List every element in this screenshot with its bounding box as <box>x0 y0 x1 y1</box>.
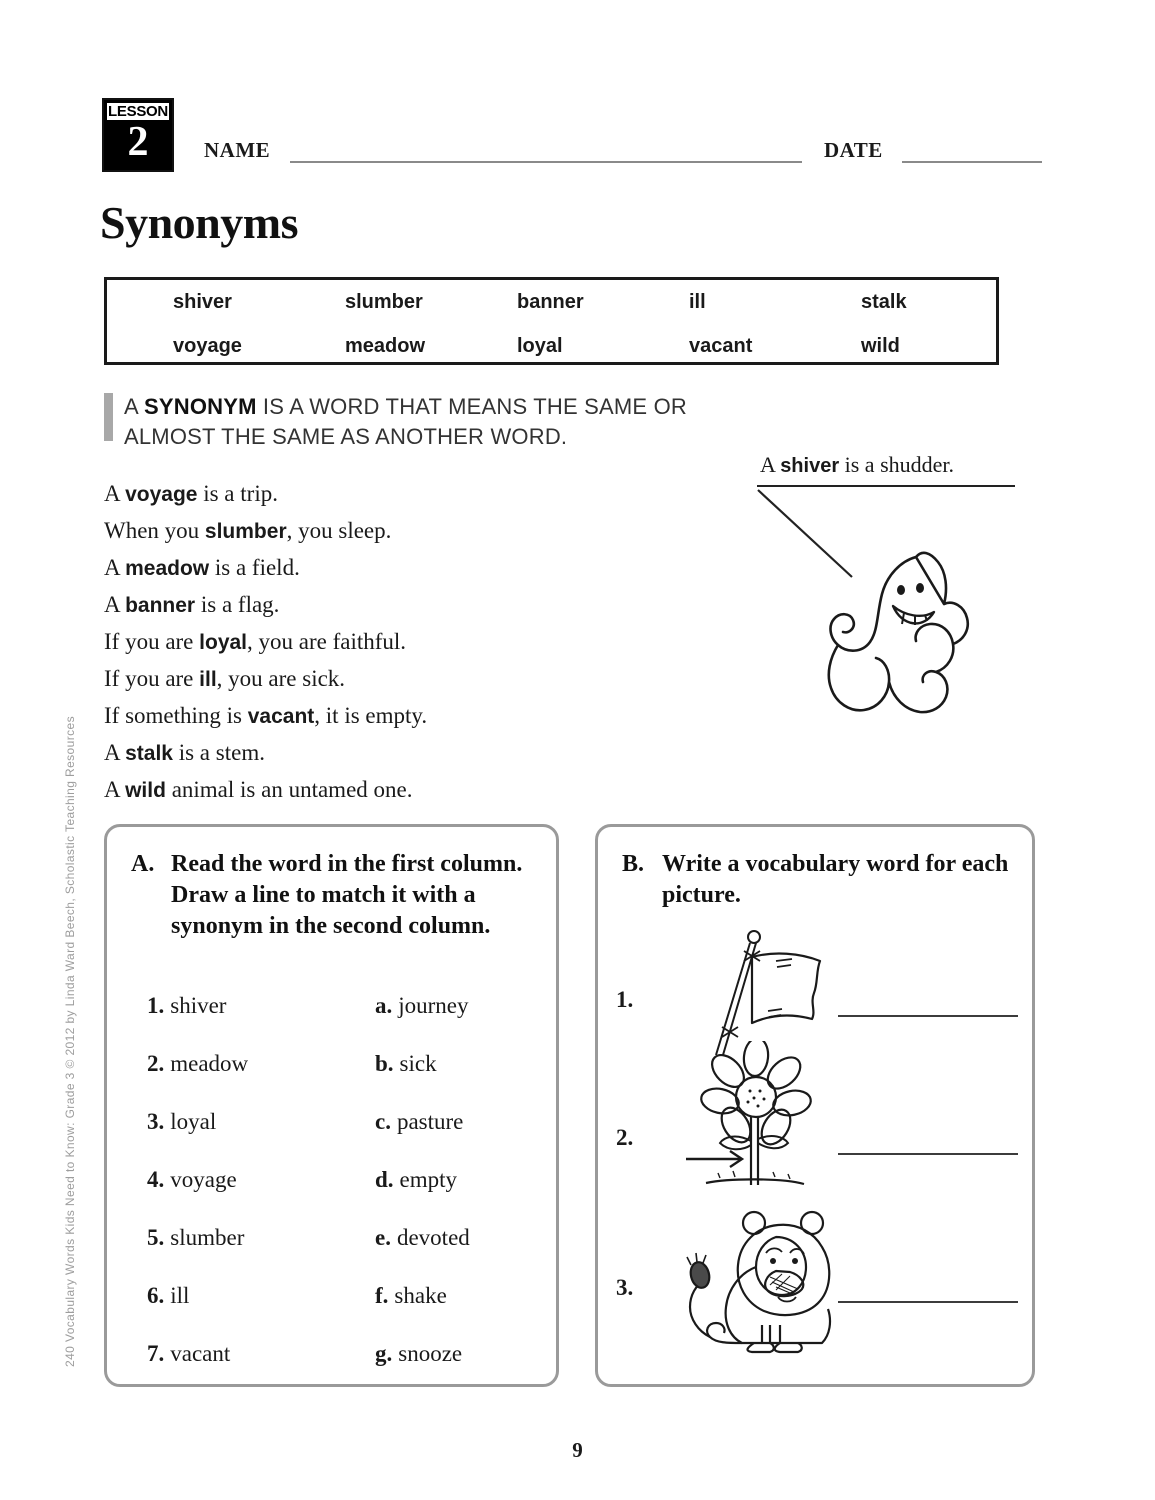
vocabulary-sentence <box>104 661 664 698</box>
item-word: vacant <box>170 1341 231 1366</box>
name-label: NAME <box>204 138 271 162</box>
sentence-suffix: , you are sick. <box>216 666 346 691</box>
sentence-keyword: ill <box>199 668 217 691</box>
item-word: voyage <box>170 1167 237 1192</box>
item-word: slumber <box>170 1225 245 1250</box>
definition-accent-bar <box>104 393 113 441</box>
matching-left-item[interactable] <box>147 1341 375 1367</box>
item-synonym: shake <box>394 1283 447 1308</box>
picture-item-number: 1. <box>616 987 634 1012</box>
matching-left-item[interactable] <box>147 1167 375 1193</box>
item-letter: c. <box>375 1109 391 1134</box>
lesson-number: 2 <box>127 119 149 165</box>
definition-line2: ALMOST THE SAME AS ANOTHER WORD. <box>124 424 568 449</box>
sentence-prefix: If you are <box>104 629 200 654</box>
item-letter: e. <box>375 1225 391 1250</box>
sentence-keyword: slumber <box>204 520 287 543</box>
date-label: DATE <box>824 138 883 162</box>
matching-right-item[interactable] <box>375 1283 447 1309</box>
ghost-illustration-block <box>752 452 1027 742</box>
matching-row[interactable] <box>147 1341 537 1399</box>
matching-left-item[interactable] <box>147 1225 375 1251</box>
sentence-prefix: A <box>104 555 126 580</box>
item-synonym: pasture <box>396 1109 464 1134</box>
sentence-keyword: stalk <box>125 742 173 765</box>
picture-item <box>616 1041 1020 1201</box>
word-bank-word: vacant <box>689 334 753 357</box>
item-word: loyal <box>170 1109 217 1134</box>
item-number: 1. <box>147 993 165 1018</box>
picture-item <box>616 927 1020 1057</box>
word-bank-word: voyage <box>173 334 242 357</box>
matching-list <box>147 993 537 1399</box>
item-number: 6. <box>147 1283 165 1308</box>
page-header <box>102 98 1042 174</box>
word-bank-word: wild <box>861 334 900 357</box>
vocabulary-sentence <box>104 772 664 809</box>
item-word: meadow <box>170 1051 249 1076</box>
sentence-prefix: A <box>104 481 126 506</box>
answer-line[interactable] <box>838 1153 1018 1155</box>
ghost-caption <box>760 452 954 478</box>
item-number: 7. <box>147 1341 165 1366</box>
item-synonym: journey <box>398 993 469 1018</box>
sentence-suffix: animal is an untamed one. <box>165 777 413 802</box>
sentence-suffix: is a flag. <box>195 592 280 617</box>
matching-row[interactable] <box>147 1283 537 1341</box>
item-word: ill <box>170 1283 190 1308</box>
ghost-caption-keyword: shiver <box>780 455 840 477</box>
sentence-prefix: When you <box>104 518 205 543</box>
page-title: Synonyms <box>100 197 298 248</box>
matching-left-item[interactable] <box>147 1051 375 1077</box>
item-number: 5. <box>147 1225 165 1250</box>
answer-line[interactable] <box>838 1301 1018 1303</box>
sentence-keyword: banner <box>125 594 196 617</box>
picture-item-number: 3. <box>616 1275 634 1300</box>
word-bank-word: slumber <box>345 290 423 313</box>
definition-keyword: SYNONYM <box>143 394 257 419</box>
matching-right-item[interactable] <box>375 1051 437 1077</box>
picture-item-number: 2. <box>616 1125 634 1150</box>
matching-row[interactable] <box>147 1109 537 1167</box>
sentence-keyword: loyal <box>199 631 248 654</box>
word-bank-row <box>107 280 996 324</box>
sentence-prefix: If something is <box>104 703 248 728</box>
sentence-suffix: is a stem. <box>172 740 265 765</box>
item-number: 4. <box>147 1167 165 1192</box>
exercise-a-instructions: Read the word in the first column. Draw a line to match it with a synonym in the second column. <box>171 851 523 939</box>
vocabulary-sentence <box>104 476 664 513</box>
sentence-keyword: vacant <box>247 705 315 728</box>
item-letter: g. <box>375 1341 393 1366</box>
date-input-line[interactable] <box>902 161 1042 163</box>
flower-stalk-icon <box>678 1041 838 1201</box>
matching-row[interactable] <box>147 1167 537 1225</box>
answer-line[interactable] <box>838 1015 1018 1017</box>
lion-wild-icon <box>658 1197 878 1367</box>
lesson-label: LESSON <box>108 103 168 120</box>
ghost-icon <box>752 482 1027 742</box>
matching-right-item[interactable] <box>375 1109 463 1135</box>
matching-left-item[interactable] <box>147 993 375 1019</box>
sentence-prefix: A <box>104 740 126 765</box>
word-bank <box>104 277 999 365</box>
vocabulary-sentence <box>104 587 664 624</box>
sentence-keyword: wild <box>125 779 166 802</box>
banner-flag-icon <box>704 927 854 1057</box>
vocabulary-sentence <box>104 735 664 772</box>
item-synonym: empty <box>399 1167 458 1192</box>
word-bank-row <box>107 324 996 368</box>
word-bank-word: banner <box>517 290 584 313</box>
copyright-credit: 240 Vocabulary Words Kids Need to Know: Grade 3 © 2012 by Linda Ward Beech, Scholastic Teaching Resources <box>63 716 77 1367</box>
definition-line1-pre: A <box>124 394 144 419</box>
word-bank-word: loyal <box>517 334 563 357</box>
item-synonym: snooze <box>398 1341 463 1366</box>
lesson-badge <box>102 98 174 172</box>
matching-right-item[interactable] <box>375 1167 457 1193</box>
vocabulary-sentence <box>104 698 664 735</box>
exercise-a-heading <box>131 849 531 942</box>
exercise-b-letter: B. <box>622 851 645 877</box>
page-number: 9 <box>572 1438 583 1462</box>
item-number: 2. <box>147 1051 165 1076</box>
sentence-suffix: is a field. <box>209 555 300 580</box>
matching-right-item[interactable] <box>375 1225 470 1251</box>
matching-row[interactable] <box>147 1225 537 1283</box>
ghost-caption-suffix: is a shudder. <box>839 452 955 477</box>
matching-row[interactable] <box>147 1051 537 1109</box>
vocabulary-sentence <box>104 624 664 661</box>
sentence-prefix: A <box>104 777 126 802</box>
word-bank-word: shiver <box>173 290 232 313</box>
vocabulary-sentence-list <box>104 476 664 809</box>
sentence-suffix: is a trip. <box>197 481 278 506</box>
sentence-keyword: meadow <box>125 557 210 580</box>
word-bank-word: stalk <box>861 290 907 313</box>
sentence-keyword: voyage <box>125 483 198 506</box>
picture-item <box>616 1197 1020 1367</box>
item-number: 3. <box>147 1109 165 1134</box>
matching-right-item[interactable] <box>375 993 469 1019</box>
sentence-suffix: , you sleep. <box>286 518 392 543</box>
sentence-suffix: , you are faithful. <box>247 629 407 654</box>
item-letter: d. <box>375 1167 394 1192</box>
word-bank-word: meadow <box>345 334 426 357</box>
matching-left-item[interactable] <box>147 1283 375 1309</box>
item-letter: b. <box>375 1051 394 1076</box>
item-letter: a. <box>375 993 393 1018</box>
item-letter: f. <box>375 1283 389 1308</box>
name-input-line[interactable] <box>290 161 802 163</box>
vocabulary-sentence <box>104 550 664 587</box>
exercise-b <box>595 824 1035 1387</box>
item-synonym: sick <box>399 1051 437 1076</box>
ghost-caption-prefix: A <box>760 452 781 477</box>
word-bank-word: ill <box>689 290 706 313</box>
matching-right-item[interactable] <box>375 1341 462 1367</box>
matching-left-item[interactable] <box>147 1109 375 1135</box>
vocabulary-sentence <box>104 513 664 550</box>
exercise-b-instructions: Write a vocabulary word for each picture. <box>662 851 1009 908</box>
definition-text <box>124 392 784 452</box>
exercise-a <box>104 824 559 1387</box>
sentence-prefix: If you are <box>104 666 200 691</box>
exercise-b-heading <box>622 849 1017 911</box>
item-word: shiver <box>170 993 227 1018</box>
sentence-suffix: , it is empty. <box>314 703 428 728</box>
sentence-prefix: A <box>104 592 126 617</box>
exercise-a-letter: A. <box>131 851 155 877</box>
item-synonym: devoted <box>396 1225 470 1250</box>
definition-line1-post: IS A WORD THAT MEANS THE SAME OR <box>256 394 688 419</box>
matching-row[interactable] <box>147 993 537 1051</box>
lesson-badge-inner <box>107 103 169 167</box>
